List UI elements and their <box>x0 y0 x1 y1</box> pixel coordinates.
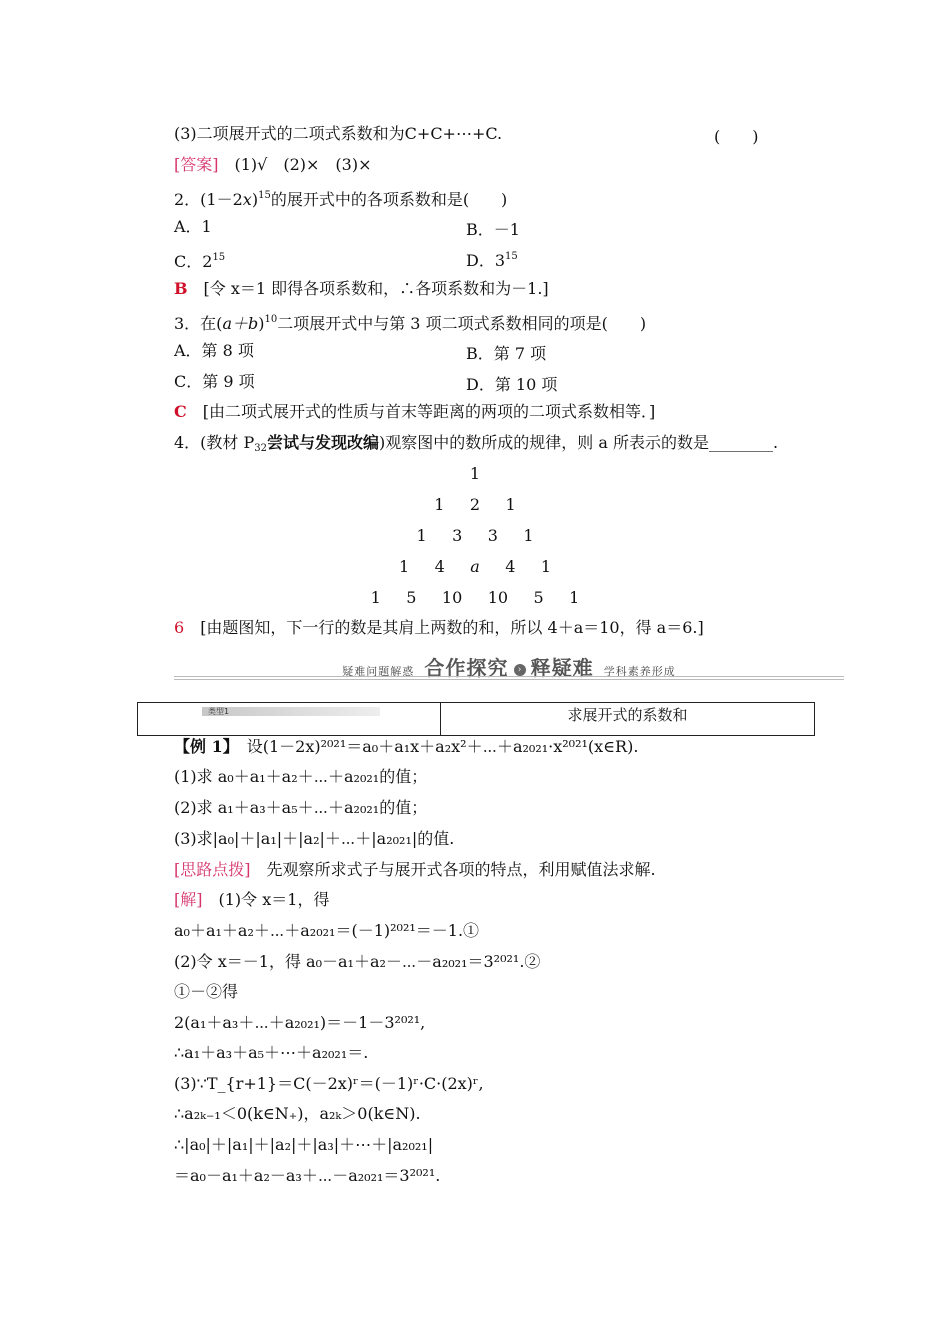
q2-var: x <box>242 190 252 209</box>
solution-line-9: ∴|a₀|＋|a₁|＋|a₂|＋|a₃|＋⋯＋|a₂₀₂₁| <box>174 1135 434 1154</box>
chevron-right-icon: › <box>514 664 526 676</box>
q2-option-b: B．－1 <box>466 220 520 239</box>
triangle-row-5 <box>0 588 950 608</box>
type-tag-label: 类型1 <box>202 707 380 716</box>
q3-post: 二项展开式中与第 3 项二项式系数相同的项是( ) <box>277 314 647 333</box>
example-part-2: (2)求 a₁＋a₃＋a₅＋⋯＋a₂₀₂₁的值； <box>174 798 428 817</box>
q2-option-c-base: C．2 <box>174 252 213 271</box>
q3-option-a: A．第 8 项 <box>174 341 254 360</box>
question-2: 2．$(1-2x)^{15}$的展开式中的各项系数和是( ) <box>174 190 508 209</box>
triangle-cell: 1 <box>569 588 580 607</box>
statement-3 <box>174 124 502 144</box>
solution-line-10: ＝a₀－a₁＋a₂－a₃＋⋯－a₂₀₂₁＝3²⁰²¹. <box>174 1166 441 1185</box>
q2-option-c-exp: 15 <box>212 252 226 263</box>
q3-option-d: D．第 10 项 <box>466 375 558 394</box>
q4-answer-text: [由题图知，下一行的数是其肩上两数的和，所以 4＋a＝10，得 a＝6.] <box>184 618 704 637</box>
banner-rule-top <box>174 676 844 677</box>
example-stem-text: 设(1－2x)²⁰²¹＝a₀＋a₁x＋a₂x²＋⋯＋a₂₀₂₁·x²⁰²¹(x∈R). <box>230 737 639 756</box>
triangle-cell: 5 <box>533 588 544 607</box>
q2-option-d-base: D．3 <box>466 251 506 270</box>
banner-title-2: 释疑难 <box>530 656 594 680</box>
q2-options-row1 <box>174 217 212 237</box>
solution-text: (1)令 x＝1，得 <box>202 890 330 909</box>
solution-line-3: (2)令 x＝－1，得 a₀－a₁＋a₂－⋯－a₂₀₂₁＝3²⁰²¹.② <box>174 952 541 971</box>
hint-text: 先观察所求式子与展开式各项的特点，利用赋值法求解. <box>250 860 656 879</box>
triangle-cell: 1 <box>434 495 445 514</box>
example-stem <box>174 737 638 757</box>
example-part-3: (3)求|a₀|＋|a₁|＋|a₂|＋⋯＋|a₂₀₂₁|的值. <box>174 829 455 848</box>
triangle-cell: 3 <box>452 526 463 545</box>
q2-answer-letter: B <box>174 279 188 298</box>
q2-option-c <box>174 248 225 272</box>
q2-option-d-exp: 15 <box>505 251 518 262</box>
solution-tag: [解] <box>174 890 203 909</box>
answer-text: (1)√ (2)× (3)× <box>218 155 372 174</box>
q2-option-a: A．1 <box>174 217 212 236</box>
triangle-cell: 1 <box>540 557 552 576</box>
hint-tag: [思路点拨] <box>174 860 251 879</box>
q2-option-d <box>466 248 518 271</box>
triangle-cell: 1 <box>416 526 427 545</box>
answer-1 <box>174 155 372 175</box>
solution-line-2: a₀＋a₁＋a₂＋⋯＋a₂₀₂₁＝(－1)²⁰²¹＝－1.① <box>174 921 480 940</box>
type-title: 求展开式的系数和 <box>567 706 688 724</box>
solution-line-7: (3)∵T_{r+1}＝C(－2x)ʳ＝(－1)ʳ·C·(2x)ʳ, <box>174 1074 484 1093</box>
question-3: 3．在$(a+b)^{10}$二项展开式中与第 3 项二项式系数相同的项是( ) <box>174 314 647 333</box>
triangle-cell: 1 <box>398 557 410 576</box>
q4-post: 观察图中的数所成的规律，则 a 所表示的数是________. <box>385 433 779 452</box>
solution-line-8: ∴a₂ₖ₋₁＜0(k∈N₊)，a₂ₖ＞0(k∈N). <box>174 1104 421 1123</box>
q2-answer-text: [令 x＝1 即得各项系数和，∴各项系数和为－1.] <box>187 279 549 298</box>
example-label: 【例 1】 <box>174 737 231 756</box>
triangle-cell: 10 <box>487 588 509 607</box>
q4-answer <box>174 618 704 638</box>
q3-option-b: B．第 7 项 <box>466 344 547 363</box>
type-table <box>137 702 815 736</box>
q2-answer <box>174 279 549 299</box>
triangle-row-1 <box>0 464 950 484</box>
q3-pre: 3．在( <box>174 314 223 333</box>
solution-line-4: ①－②得 <box>174 982 239 1001</box>
q3-answer-letter: C <box>174 402 187 421</box>
q4-pre: 4．(教材 P <box>174 433 255 452</box>
example-hint <box>174 860 656 880</box>
q4-sub: 32 <box>254 443 268 454</box>
judge-paren: ( ) <box>714 127 759 146</box>
triangle-row-2 <box>0 495 950 515</box>
triangle-row-3 <box>0 526 950 546</box>
solution-line-5: 2(a₁＋a₃＋⋯＋a₂₀₂₁)＝－1－3²⁰²¹, <box>174 1013 426 1032</box>
example-part-1: (1)求 a₀＋a₁＋a₂＋⋯＋a₂₀₂₁的值； <box>174 767 428 786</box>
banner-right-caption: 学科素养形成 <box>603 665 676 678</box>
q3-option-c: C．第 9 项 <box>174 372 255 391</box>
q3-exp: 10 <box>264 314 278 325</box>
solution-line-1 <box>174 890 329 910</box>
q2-pre: 2．(1－2 <box>174 190 243 209</box>
q4-source: 尝试与发现改编 <box>267 433 380 452</box>
q3-mid: a＋b <box>222 314 259 333</box>
triangle-cell: 1 <box>469 464 481 483</box>
triangle-cell: 3 <box>487 526 498 545</box>
type-cell-tag <box>138 703 441 735</box>
statement-3-text: (3)二项展开式的二项式系数和为C+C+⋯+C. <box>174 124 503 143</box>
banner-rule-bottom <box>174 679 844 680</box>
answer-tag: [答案] <box>174 155 219 174</box>
triangle-cell: 10 <box>441 588 463 607</box>
triangle-cell-unknown: a <box>470 557 480 576</box>
triangle-cell: 2 <box>469 495 481 514</box>
q2-post: 的展开式中的各项系数和是( ) <box>270 190 508 209</box>
triangle-cell: 4 <box>434 557 445 576</box>
triangle-row-4 <box>0 557 950 577</box>
q2-exp: 15 <box>258 190 271 201</box>
q4-answer-letter: 6 <box>174 618 185 637</box>
triangle-cell: 4 <box>505 557 516 576</box>
q3-answer-text: [由二项式展开式的性质与首末等距离的两项的二项式系数相等．] <box>186 402 656 421</box>
triangle-cell: 1 <box>523 526 534 545</box>
triangle-cell: 1 <box>370 588 381 607</box>
triangle-cell: 5 <box>406 588 417 607</box>
q3-answer <box>174 402 655 422</box>
banner-title-1: 合作探究 <box>424 656 509 680</box>
question-4: 4．(教材 $P_{32}$尝试与发现改编)观察图中的数所成的规律，则 a 所表示的数是________. <box>174 433 779 454</box>
section-banner <box>174 652 844 682</box>
banner-left-caption: 疑难问题解惑 <box>342 665 415 678</box>
triangle-cell: 1 <box>505 495 516 514</box>
solution-line-6: ∴a₁＋a₃＋a₅＋⋯＋a₂₀₂₁＝. <box>174 1043 369 1062</box>
